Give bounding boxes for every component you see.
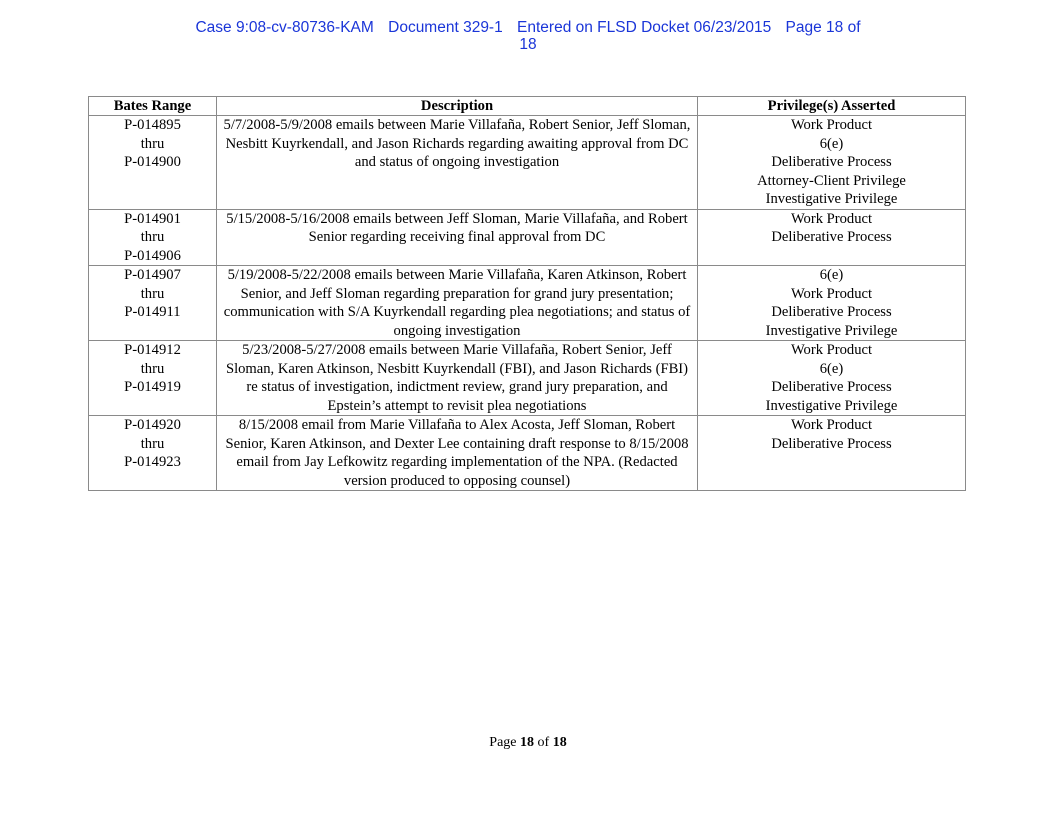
privilege-item: Work Product (790, 210, 873, 227)
footer-page-word: Page (489, 735, 517, 750)
privileges-cell (698, 266, 966, 341)
bates-range-line: thru (140, 360, 165, 377)
privilege-item: 6(e) (819, 135, 844, 152)
bates-range-cell (89, 116, 217, 210)
court-header (0, 19, 1056, 53)
header-line-1 (0, 19, 1056, 36)
description-cell: 5/15/2008-5/16/2008 emails between Jeff Sloman, Marie Villafaña, and Robert Senior regarding receiving final approval from DC (217, 209, 698, 266)
table-row (89, 209, 966, 266)
description-cell: 5/19/2008-5/22/2008 emails between Marie Villafaña, Karen Atkinson, Robert Senior, and Jeff Sloman regarding preparation for grand jury presentation; communication with S/A Kuyrkendall regarding plea negotiations; and status of ongoing investigation (217, 266, 698, 341)
bates-range-line: thru (140, 285, 165, 302)
bates-range-cell (89, 209, 217, 266)
bates-range-line: P-014920 (124, 417, 181, 433)
privileges-cell (698, 416, 966, 491)
description-cell: 5/23/2008-5/27/2008 emails between Marie Villafaña, Robert Senior, Jeff Sloman, Karen Atkinson, Nesbitt Kuyrkendall (FBI), and Jason Richards (FBI) re status of investigation, indictment review, grand jury preparation, and Epstein’s attempt to revisit plea negotiations (217, 341, 698, 416)
footer-page-total: 18 (552, 735, 567, 750)
bates-range-line: P-014911 (124, 304, 181, 320)
privilege-item: Attorney-Client Privilege (757, 172, 906, 189)
privilege-item: 6(e) (819, 267, 844, 283)
bates-range-line: P-014912 (124, 342, 181, 358)
privilege-item: Work Product (790, 342, 873, 358)
table-row (89, 341, 966, 416)
header-page-total: 18 (519, 36, 537, 53)
bates-range-line: P-014907 (124, 267, 181, 283)
table-row (89, 416, 966, 491)
privilege-item: Investigative Privilege (765, 191, 898, 207)
column-header-bates-range: Bates Range (89, 97, 217, 116)
header-case-number: Case 9:08-cv-80736-KAM (195, 19, 374, 36)
bates-range-cell (89, 416, 217, 491)
column-header-privileges: Privilege(s) Asserted (698, 97, 966, 116)
footer-page-number: 18 (520, 735, 535, 750)
bates-range-line: P-014906 (124, 247, 181, 264)
privilege-item: Investigative Privilege (765, 322, 898, 339)
bates-range-cell (89, 341, 217, 416)
bates-range-line: thru (140, 229, 165, 245)
bates-range-line: P-014923 (124, 454, 181, 470)
table-row (89, 266, 966, 341)
privilege-item: Investigative Privilege (765, 397, 898, 414)
privileges-cell (698, 209, 966, 266)
table-row (89, 116, 966, 210)
privileges-cell (698, 116, 966, 210)
privilege-item: Work Product (790, 285, 873, 302)
privilege-item: 6(e) (819, 360, 844, 377)
header-document-number: Document 329-1 (388, 19, 503, 36)
privileges-cell (698, 341, 966, 416)
privilege-item: Deliberative Process (771, 229, 892, 245)
footer-of-word: of (537, 735, 550, 750)
bates-range-cell (89, 266, 217, 341)
page-footer (0, 735, 1056, 751)
bates-range-line: thru (140, 135, 165, 152)
privilege-item: Work Product (790, 417, 873, 433)
privilege-item: Work Product (790, 117, 873, 133)
description-cell: 5/7/2008-5/9/2008 emails between Marie Villafaña, Robert Senior, Jeff Sloman, Nesbitt Kuyrkendall, and Jason Richards regarding awaiting approval from DC and status of ongoing investigation (217, 116, 698, 210)
privilege-log-table (88, 96, 966, 491)
privilege-item: Deliberative Process (771, 304, 892, 320)
table-body (89, 116, 966, 491)
bates-range-line: P-014895 (124, 117, 181, 133)
privilege-item: Deliberative Process (771, 379, 892, 395)
privilege-item: Deliberative Process (771, 435, 892, 452)
header-page-prefix: Page 18 of (785, 19, 861, 36)
bates-range-line: P-014900 (124, 154, 181, 170)
bates-range-line: P-014901 (124, 210, 181, 227)
column-header-description: Description (217, 97, 698, 116)
header-docket-entry: Entered on FLSD Docket 06/23/2015 (517, 19, 772, 36)
privilege-item: Deliberative Process (771, 154, 892, 170)
description-cell: 8/15/2008 email from Marie Villafaña to Alex Acosta, Jeff Sloman, Robert Senior, Karen Atkinson, and Dexter Lee containing draft response to 8/15/2008 email from Jay Lefkowitz regarding implementation of the NPA. (Redacted version produced to opposing counsel) (217, 416, 698, 491)
bates-range-line: P-014919 (124, 379, 181, 395)
table-header-row (89, 97, 966, 116)
bates-range-line: thru (140, 435, 165, 452)
